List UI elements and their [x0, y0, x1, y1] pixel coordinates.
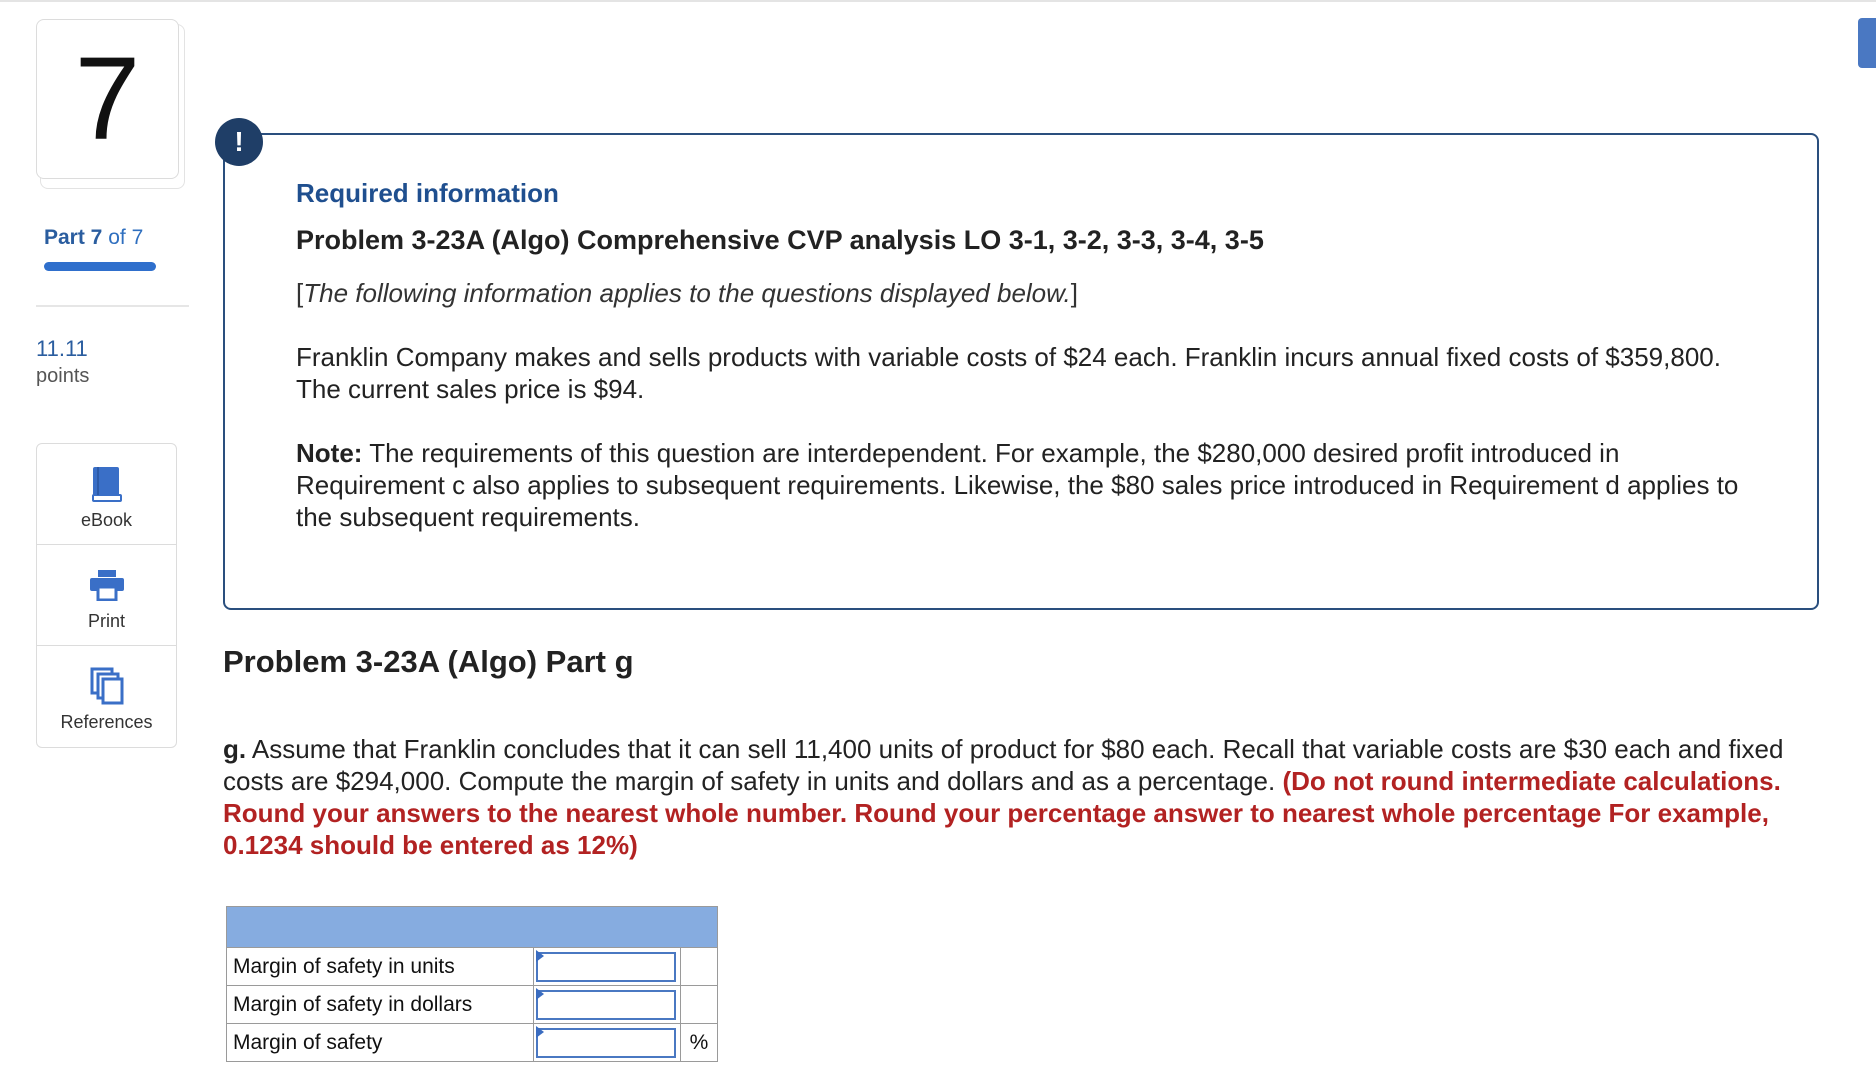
row-label-units: Margin of safety in units	[227, 948, 534, 986]
table-row	[227, 948, 718, 986]
table-row	[227, 986, 718, 1024]
question-body: Assume that Franklin concludes that it can sell 11,400 units of product for $80 each. Recall that variable costs are $30 each and fixed costs are $294,000. Compute the margin of safety in units and dollars and as a percentage.	[223, 734, 1784, 796]
problem-paragraph: Franklin Company makes and sells products with variable costs of $24 each. Franklin incurs annual fixed costs of $359,800. The current sales price is $94.	[296, 342, 1721, 404]
table-row	[227, 1024, 718, 1062]
ebook-label: eBook	[80, 510, 133, 530]
top-border	[0, 0, 1876, 2]
note-text: The requirements of this question are interdependent. For example, the $280,000 desired profit introduced in Requirement c also applies to subsequent requirements. Likewise, the $80 sales price introduced in Requirement d applies to the subsequent requirements.	[296, 438, 1739, 532]
printer-icon	[87, 565, 127, 605]
dollars-input-cell	[534, 986, 681, 1024]
input-marker-icon	[536, 1026, 544, 1038]
percent-input-cell	[534, 1024, 681, 1062]
row-label-percent: Margin of safety	[227, 1024, 534, 1062]
references-icon	[87, 666, 127, 706]
percent-unit: %	[681, 1024, 718, 1062]
problem-title: Problem 3-23A (Algo) Comprehensive CVP analysis LO 3-1, 3-2, 3-3, 3-4, 3-5	[296, 225, 1264, 255]
tools-panel	[36, 443, 177, 748]
alert-icon: !	[215, 118, 263, 166]
interdependence-note	[296, 437, 1756, 533]
sidebar-divider	[36, 305, 189, 307]
print-button[interactable]	[37, 545, 176, 646]
book-icon	[87, 464, 127, 504]
row-unit-units	[681, 948, 718, 986]
ebook-button[interactable]	[37, 444, 176, 545]
question-label: g.	[223, 734, 247, 764]
applies-note: [The following information applies to the questions displayed below.]	[296, 278, 1078, 308]
rounding-instruction: (Do not round intermediate calculations. Round your answers to the nearest whole number. Round your percentage answer to nearest whole percentage For example, 0.1234 should be entered as 12%)	[223, 766, 1781, 860]
applies-note-text: The following information applies to the questions displayed below.	[303, 278, 1071, 308]
references-button[interactable]	[37, 646, 176, 747]
points-value: 11.11	[36, 336, 88, 361]
references-label: References	[60, 712, 153, 732]
part-progress-bar	[44, 262, 156, 271]
points-label: points	[36, 365, 90, 387]
part-current: Part 7	[44, 226, 103, 249]
row-unit-dollars	[681, 986, 718, 1024]
answer-table	[226, 906, 718, 1062]
input-marker-icon	[536, 950, 544, 962]
part-indicator	[44, 226, 143, 250]
units-input-cell	[534, 948, 681, 986]
print-label: Print	[87, 611, 125, 631]
row-label-dollars: Margin of safety in dollars	[227, 986, 534, 1024]
note-label: Note:	[296, 438, 363, 468]
required-info-heading: Required information	[296, 178, 559, 208]
answer-table-header	[227, 907, 718, 948]
part-total: of 7	[108, 226, 144, 249]
question-number: 7	[36, 19, 179, 179]
side-scroll-tab[interactable]	[1858, 18, 1876, 68]
margin-units-input[interactable]	[536, 952, 676, 982]
margin-dollars-input[interactable]	[536, 990, 676, 1020]
answer-table-header-cell	[227, 907, 718, 948]
margin-percent-input[interactable]	[536, 1028, 676, 1058]
input-marker-icon	[536, 988, 544, 1000]
question-text	[223, 733, 1823, 861]
part-title: Problem 3-23A (Algo) Part g	[223, 644, 634, 679]
